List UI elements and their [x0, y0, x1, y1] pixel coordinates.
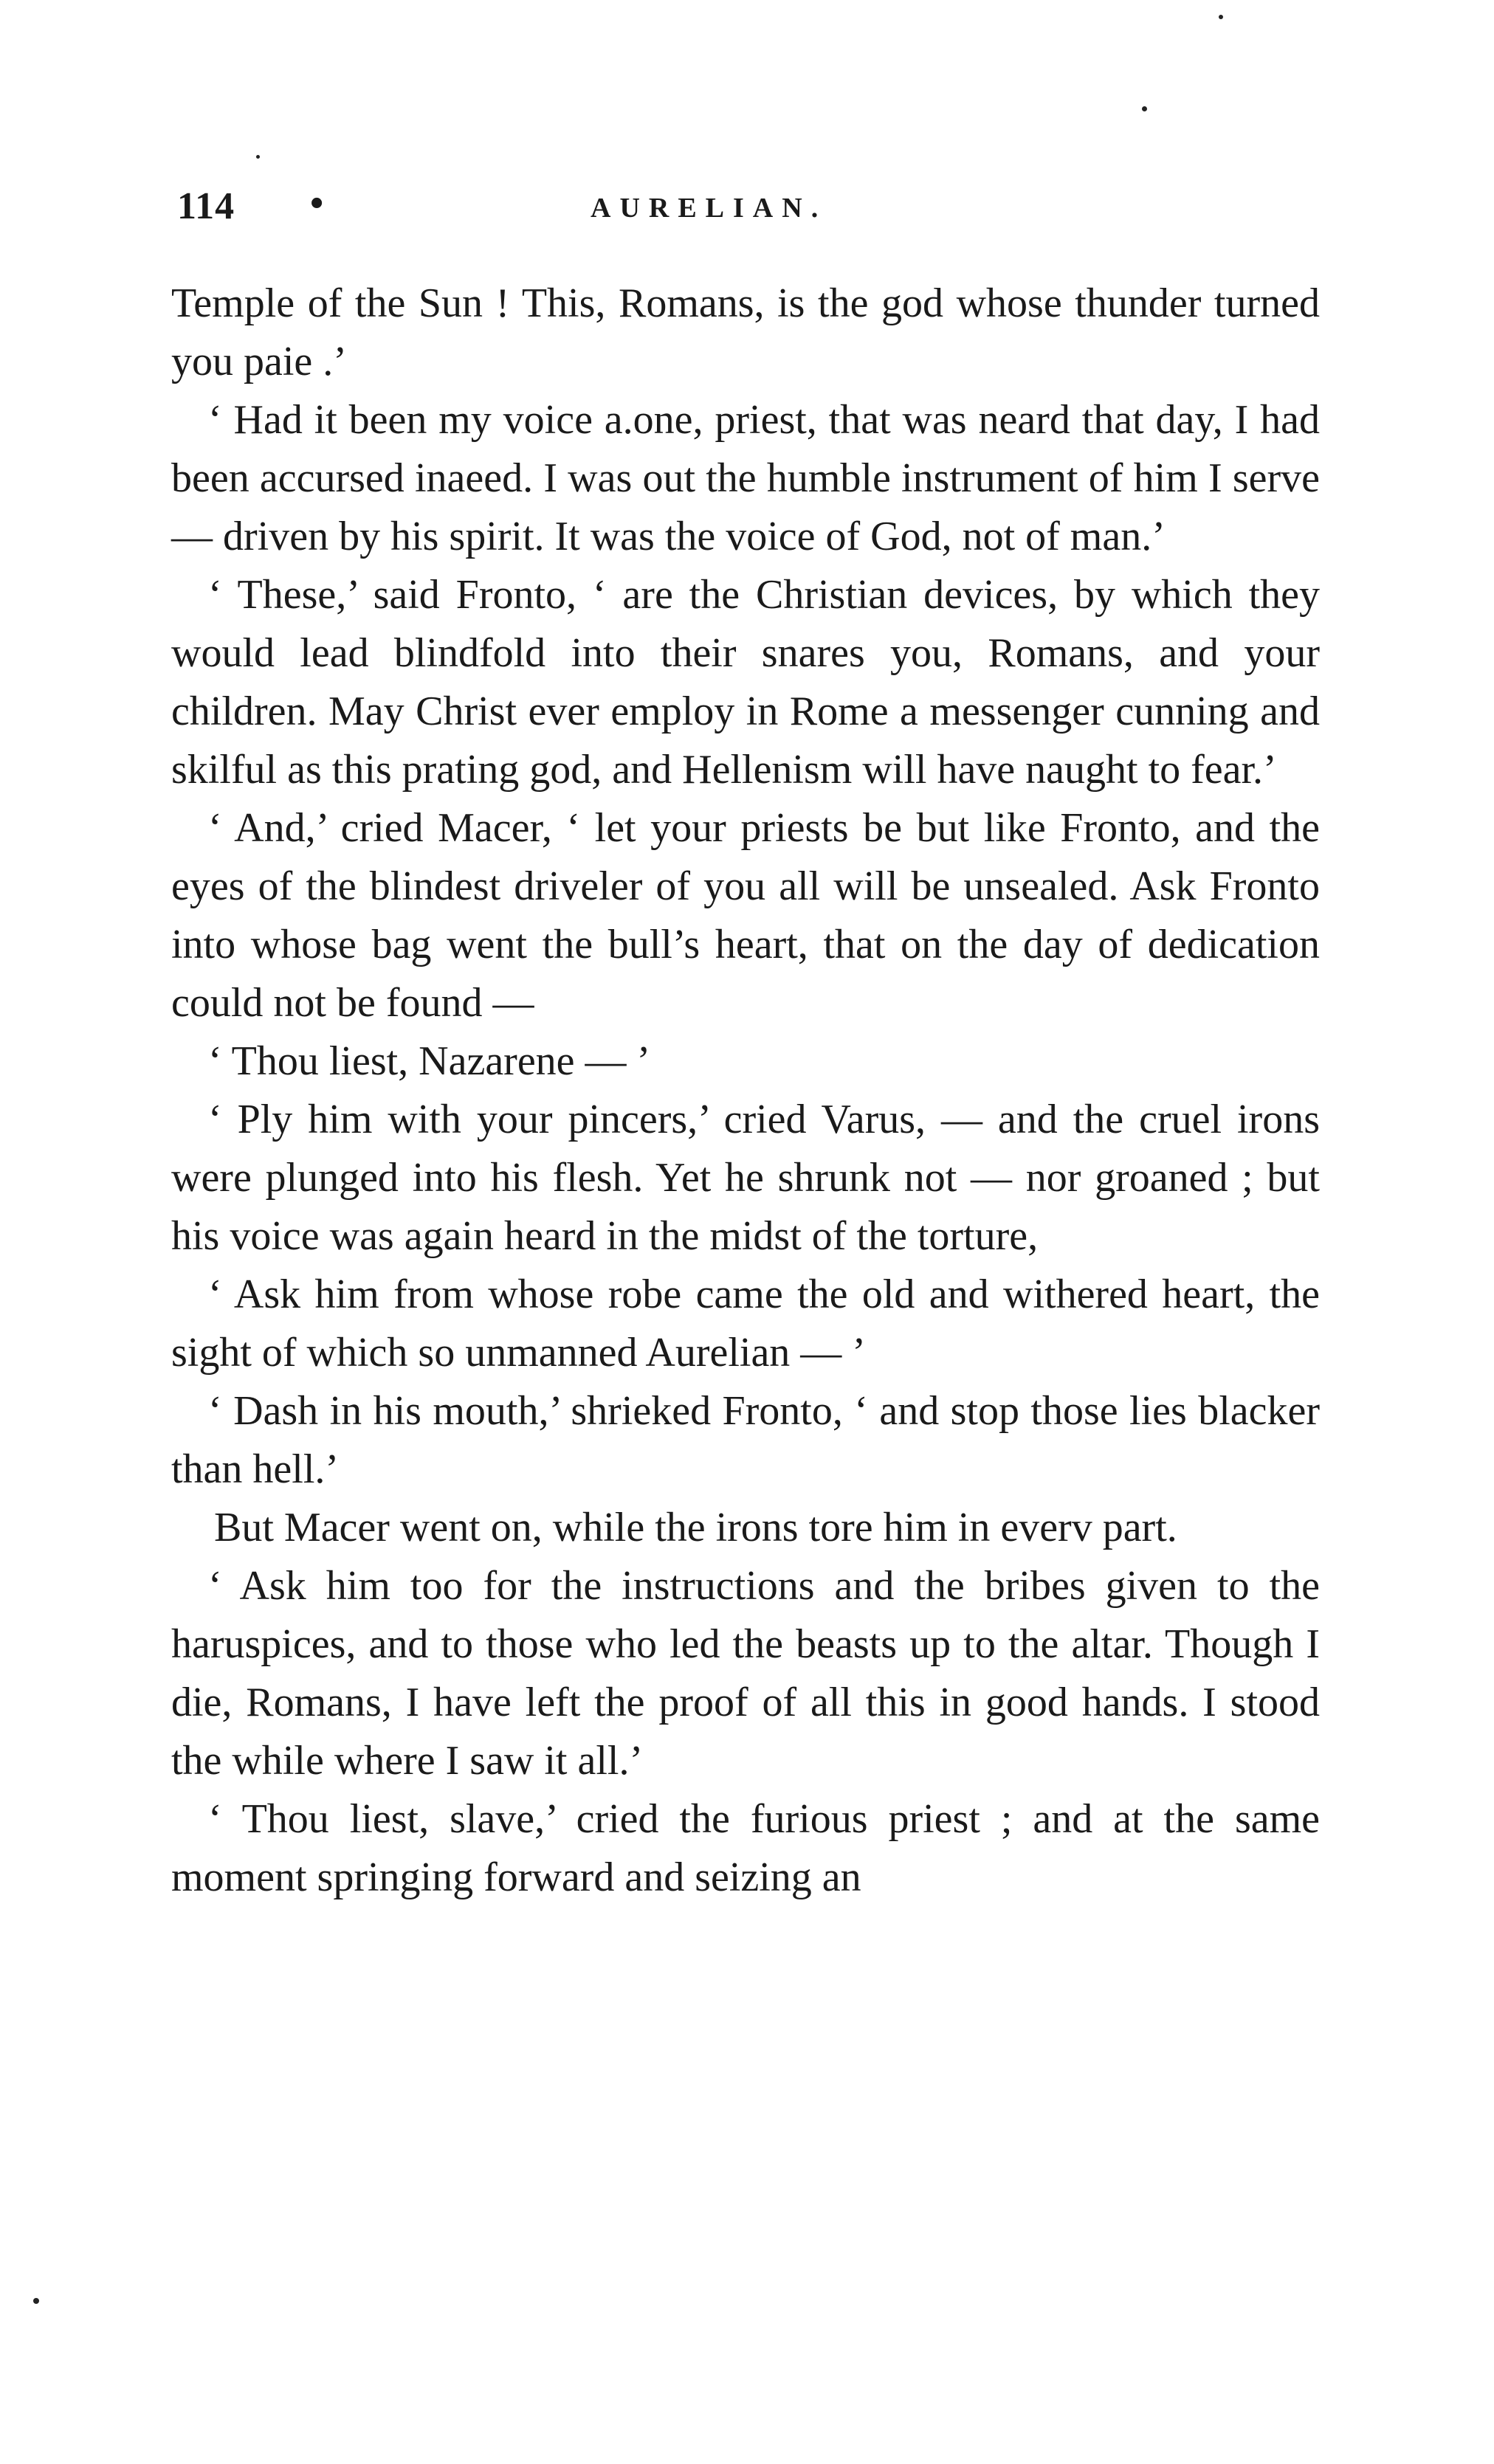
paragraph-10: ‘ Ask him too for the instructions and the bribes given to the haruspices, and to those who led the beasts up to the altar. Though I die, Romans, I have left the proof of all this in good hands. I stood the while where I saw it all.’	[171, 1563, 1320, 1784]
paragraph-4: ‘ And,’ cried Macer, ‘ let your priests be but like Fronto, and the eyes of the blindest driveler of you all will be unsealed. Ask Fronto into whose bag went the bull’s heart, that on the day of dedication could not be found —	[171, 805, 1320, 1026]
running-title: AURELIAN.	[591, 193, 827, 224]
paragraph-11: ‘ Thou liest, slave,’ cried the furious priest ; and at the same moment springing forward and seizing an	[171, 1796, 1320, 1900]
ink-speck-top-right	[1219, 15, 1223, 19]
paragraph-6: ‘ Ply him with your pincers,’ cried Varus, — and the cruel irons were plunged into his flesh. Yet he shrunk not — nor groaned ; but his voice was again heard in the midst of the torture,	[171, 1097, 1320, 1259]
body-text	[171, 275, 1320, 1907]
paragraph-9: But Macer went on, while the irons tore him in everv part.	[214, 1505, 1177, 1550]
ink-speck-top-left	[256, 155, 260, 159]
page-number: 114	[177, 185, 235, 227]
ink-speck-top-right-2	[1142, 106, 1147, 111]
header-separator: •	[310, 182, 324, 224]
ink-speck-bottom-left	[33, 2298, 39, 2304]
running-head	[177, 184, 1314, 244]
paragraph-2: ‘ Had it been my voice a.one, priest, that was neard that day, I had been accursed inaeed. I was out the humble instrument of him I serve — driven by his spirit. It was the voice of God, not of man.’	[171, 397, 1320, 559]
paragraph-8: ‘ Dash in his mouth,’ shrieked Fronto, ‘ and stop those lies blacker than hell.’	[171, 1388, 1320, 1492]
paragraph-5: ‘ Thou liest, Nazarene — ’	[208, 1038, 651, 1084]
paragraph-1: Temple of the Sun ! This, Romans, is the god whose thunder turned you paie .’	[171, 280, 1320, 384]
paragraph-7: ‘ Ask him from whose robe came the old and withered heart, the sight of which so unmanned Aurelian — ’	[171, 1271, 1320, 1376]
paragraph-3: ‘ These,’ said Fronto, ‘ are the Christian devices, by which they would lead blindfold into their snares you, Romans, and your children. May Christ ever employ in Rome a messenger cunning and skilful as this prating god, and Hellenism will have naught to fear.’	[171, 572, 1320, 793]
